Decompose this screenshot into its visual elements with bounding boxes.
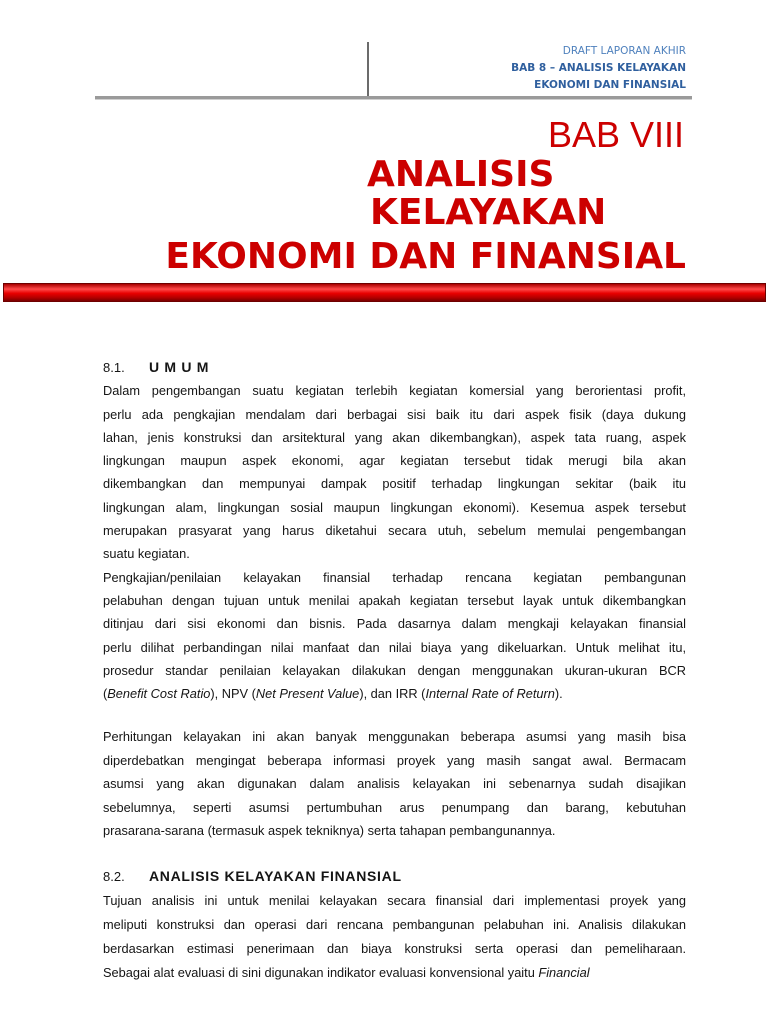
text-run: diperdebatkan mengingat beberapa informasi proyek yang masih sangat awal. Bermacam	[103, 752, 686, 768]
text-line	[103, 636, 686, 659]
text-line	[103, 889, 686, 913]
header-horizontal-rule	[95, 96, 692, 100]
section-8-1-body	[103, 356, 686, 705]
italic-text: Net Present Value	[255, 686, 360, 702]
text-run: Dalam pengembangan suatu kegiatan terlebih kegiatan komersial yang berorientasi profit,	[103, 383, 686, 399]
text-line	[103, 682, 686, 705]
title-divider-bar	[3, 283, 766, 302]
italic-text: Financial	[538, 964, 590, 980]
text-line	[103, 449, 686, 472]
italic-text: Benefit Cost Ratio	[107, 686, 211, 702]
text-line	[103, 659, 686, 682]
text-run: lingkungan alam, lingkungan sosial maupun lingkungan ekonomi). Kesemua aspek tersebut	[103, 499, 686, 515]
text-run: prosedur standar penilaian kelayakan dilakukan dengan menggunakan ukuran-ukuran BCR	[103, 662, 686, 678]
section-heading	[103, 356, 686, 379]
text-line	[103, 937, 686, 961]
text-line	[103, 749, 686, 773]
text-run: Sebagai alat evaluasi di sini digunakan indikator evaluasi konvensional yaitu	[103, 964, 539, 980]
text-run: (	[103, 686, 108, 702]
text-line	[103, 379, 686, 402]
text-line	[103, 519, 686, 542]
text-run: lingkungan maupun aspek ekonomi, agar kegiatan tersebut tidak merugi bila akan	[103, 453, 686, 469]
text-line	[103, 913, 686, 937]
section-8-2-body	[103, 865, 686, 985]
text-run: sebelumnya, seperti asumsi pertumbuhan arus penumpang dan barang, kebutuhan	[103, 799, 686, 815]
text-run: prasarana-sarana (termasuk aspek tekniknya) serta tahapan pembangunannya.	[103, 823, 556, 838]
text-line	[103, 403, 686, 426]
text-run: Tujuan analisis ini untuk menilai kelayakan secara finansial dari implementasi proyek yang	[103, 892, 686, 908]
text-run: ).	[554, 686, 563, 702]
text-line	[103, 589, 686, 612]
header-vertical-divider	[367, 42, 369, 98]
text-run: lahan, jenis konstruksi dan arsitektural yang akan dikembangkan), aspek tata ruang, aspek	[103, 429, 686, 445]
text-run: dikembangkan dan mempunyai dampak positif terhadap lingkungan sekitar (baik itu	[103, 476, 686, 492]
text-line	[103, 725, 686, 749]
section-8-1-body-continued	[103, 725, 686, 843]
text-line	[103, 819, 686, 843]
paragraph	[103, 889, 686, 985]
text-line	[103, 796, 686, 820]
text-line	[103, 612, 686, 635]
text-run: ditinjau dari sisi ekonomi dan bisnis. Pada dasarnya dalam mengkaji kelayakan finansial	[103, 616, 686, 632]
text-run: pelabuhan dengan tujuan untuk menilai apakah kegiatan tersebut layak untuk dikembangkan	[103, 592, 686, 608]
text-run: suatu kegiatan.	[103, 546, 190, 562]
header-chapter-line1: BAB 8 – ANALISIS KELAYAKAN	[511, 62, 686, 74]
section-number: 8.2.	[103, 869, 125, 884]
text-line	[103, 426, 686, 449]
chapter-number: BAB VIII	[547, 114, 684, 155]
chapter-title-line2: KELAYAKAN	[370, 192, 607, 233]
text-run: perlu ada pengkajian mendalam dari berbagai sisi baik itu dari aspek fisik (daya dukung	[103, 406, 686, 422]
text-run: merupakan prasyarat yang harus diketahui secara utuh, sebelum memulai pengembangan	[103, 523, 686, 539]
text-run: ), dan IRR (	[359, 686, 426, 702]
text-run: berdasarkan estimasi penerimaan dan biaya konstruksi serta operasi dan pemeliharaan.	[103, 940, 686, 956]
header-chapter-line2: EKONOMI DAN FINANSIAL	[534, 79, 686, 91]
text-line	[103, 472, 686, 495]
text-run: meliputi konstruksi dan operasi dari rencana pembangunan pelabuhan ini. Analisis dilakukan	[103, 916, 686, 932]
header-draft-label: DRAFT LAPORAN AKHIR	[562, 45, 686, 57]
chapter-title-line1: ANALISIS	[367, 154, 555, 195]
text-run: asumsi yang akan digunakan dalam analisis kelayakan ini sebenarnya sudah disajikan	[103, 776, 686, 791]
text-run: Perhitungan kelayakan ini akan banyak menggunakan beberapa asumsi yang masih bisa	[103, 729, 686, 744]
paragraph	[103, 379, 686, 565]
section-title: ANALISIS KELAYAKAN FINANSIAL	[149, 868, 402, 884]
text-line	[103, 496, 686, 519]
paragraph	[103, 725, 686, 843]
text-line	[103, 772, 686, 796]
text-run: ), NPV (	[210, 686, 256, 702]
section-heading	[103, 865, 686, 889]
section-number: 8.1.	[103, 360, 125, 375]
text-line	[103, 961, 686, 985]
text-run: perlu dilihat perbandingan nilai manfaat dan nilai biaya yang dikeluarkan. Untuk melihat itu,	[103, 639, 686, 655]
section-title: U M U M	[149, 359, 210, 375]
text-run: Pengkajian/penilaian kelayakan finansial terhadap rencana kegiatan pembangunan	[103, 569, 686, 585]
text-line	[103, 542, 686, 565]
italic-text: Internal Rate of Return	[425, 686, 555, 702]
text-line	[103, 566, 686, 589]
chapter-title-line3: EKONOMI DAN FINANSIAL	[165, 236, 686, 277]
paragraph	[103, 566, 686, 706]
